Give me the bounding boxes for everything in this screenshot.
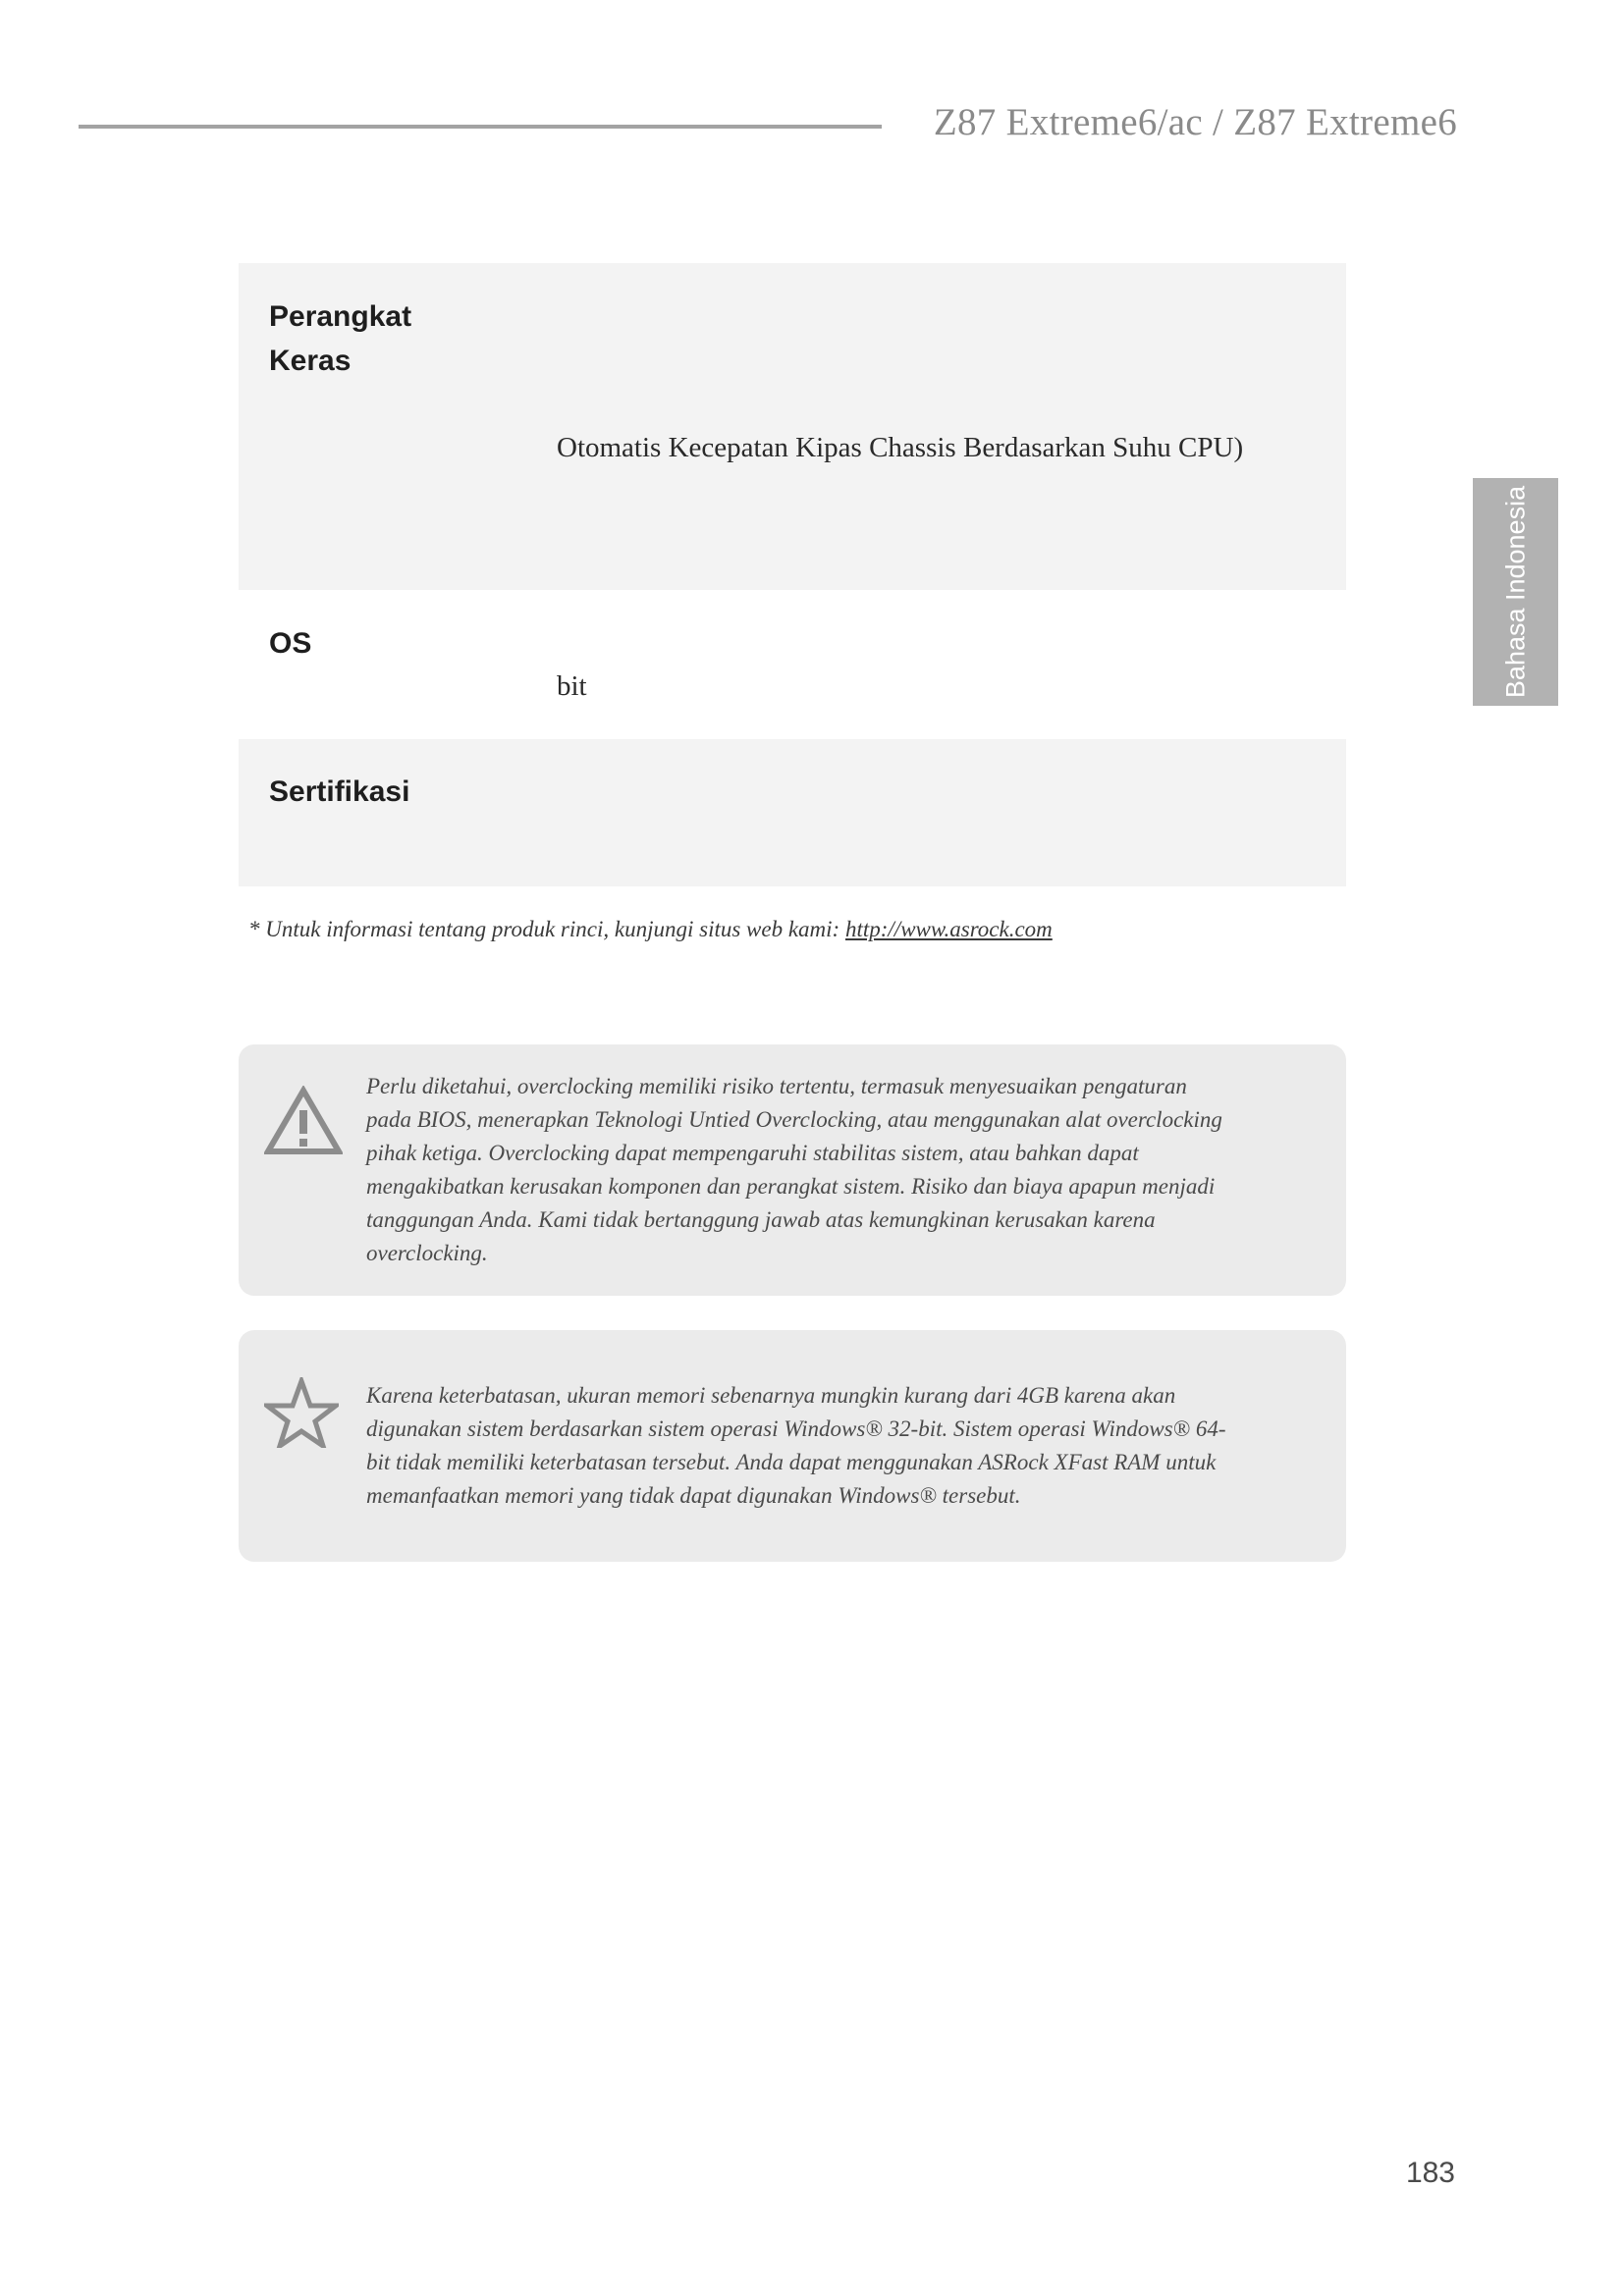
memory-note-text xyxy=(366,1379,1279,1513)
page-number: 183 xyxy=(1405,2157,1455,2189)
memory-note-line: digunakan sistem berdasarkan sistem operasi Windows® 32-bit. Sistem operasi Windows® 64- xyxy=(366,1416,1226,1441)
warning-note-line: pihak ketiga. Overclocking dapat mempengaruhi stabilitas sistem, atau bahkan dapat xyxy=(366,1141,1139,1165)
footnote xyxy=(248,917,1053,942)
memory-note-line: bit tidak memiliki keterbatasan tersebut. Anda dapat menggunakan ASRock XFast RAM untuk xyxy=(366,1450,1217,1474)
spec-section-certification xyxy=(239,739,1346,886)
spec-section-hardware xyxy=(239,263,1346,590)
language-side-tab xyxy=(1473,478,1558,706)
spec-label-hardware xyxy=(269,294,411,383)
warning-note-line: Perlu diketahui, overclocking memiliki risiko tertentu, termasuk menyesuaikan pengaturan xyxy=(366,1074,1187,1098)
warning-note-line: tanggungan Anda. Kami tidak bertanggung jawab atas kemungkinan kerusakan karena xyxy=(366,1207,1156,1232)
star-icon xyxy=(264,1377,339,1448)
memory-note xyxy=(239,1330,1346,1562)
warning-note xyxy=(239,1044,1346,1296)
spec-label-os: OS xyxy=(269,627,312,660)
spec-text-hardware: Otomatis Kecepatan Kipas Chassis Berdasarkan Suhu CPU) xyxy=(557,432,1244,463)
language-side-tab-label: Bahasa Indonesia xyxy=(1500,485,1530,699)
warning-triangle-icon xyxy=(264,1086,343,1156)
footnote-text: * Untuk informasi tentang produk rinci, kunjungi situs web kami: xyxy=(248,917,845,941)
spec-label-certification: Sertifikasi xyxy=(269,775,410,808)
footnote-link[interactable]: http://www.asrock.com xyxy=(844,917,1053,941)
warning-note-line: pada BIOS, menerapkan Teknologi Untied Overclocking, atau menggunakan alat overclocking xyxy=(366,1107,1222,1132)
warning-note-text xyxy=(366,1070,1279,1270)
spec-text-os: bit xyxy=(557,670,587,702)
memory-note-line: memanfaatkan memori yang tidak dapat digunakan Windows® tersebut. xyxy=(366,1483,1021,1508)
memory-note-line: Karena keterbatasan, ukuran memori sebenarnya mungkin kurang dari 4GB karena akan xyxy=(366,1383,1176,1408)
spec-label-hardware-line2: Keras xyxy=(269,345,352,377)
warning-note-line: mengakibatkan kerusakan komponen dan perangkat sistem. Risiko dan biaya apapun menjadi xyxy=(366,1174,1216,1199)
spec-label-hardware-line1: Perangkat xyxy=(269,300,412,333)
spec-section-os xyxy=(239,590,1346,739)
page-header-title: Z87 Extreme6/ac / Z87 Extreme6 xyxy=(933,101,1457,143)
warning-note-line: overclocking. xyxy=(366,1241,488,1265)
header-rule xyxy=(79,125,882,129)
